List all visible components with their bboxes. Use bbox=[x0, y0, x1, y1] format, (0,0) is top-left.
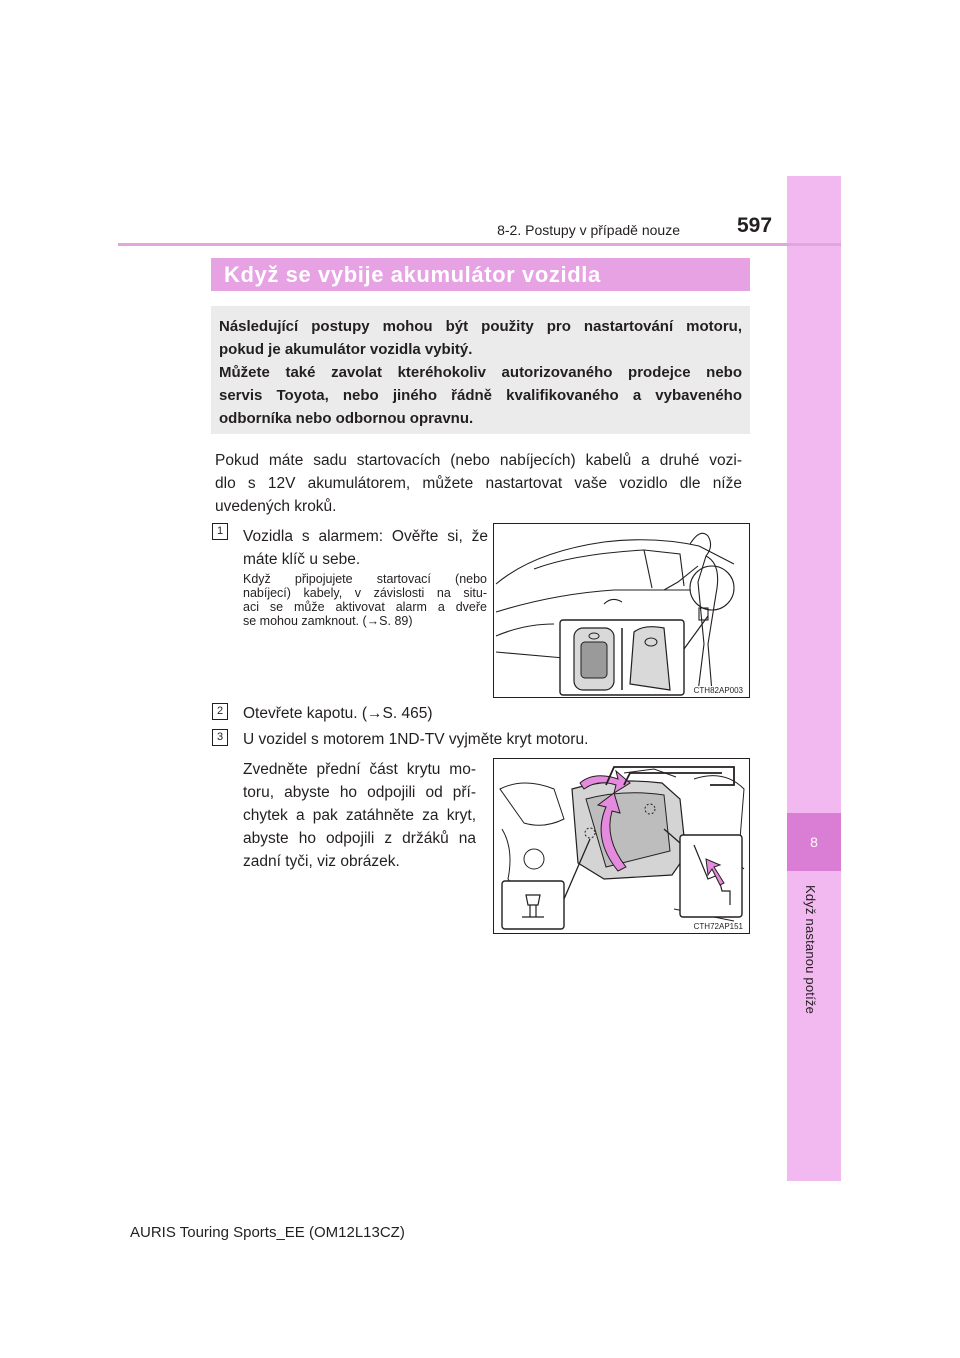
step-1-text: máte klíč u sebe. bbox=[243, 551, 361, 568]
step-3-detail: Zvedněte přední část krytu mo- bbox=[243, 761, 476, 778]
engine-cover-illustration bbox=[493, 758, 750, 934]
section-title: 8-2. Postupy v případě nouze bbox=[497, 222, 680, 238]
figure-code: CTH82AP003 bbox=[693, 686, 743, 695]
figure-code: CTH72AP151 bbox=[693, 922, 743, 931]
section-title-bar bbox=[211, 258, 750, 291]
engine-cover-drawing bbox=[494, 759, 749, 933]
chapter-side-tab bbox=[787, 176, 841, 1181]
intro-line: Následující postupy mohou být použity pro nastartování motoru, bbox=[219, 318, 742, 335]
chapter-number: 8 bbox=[787, 813, 841, 871]
header-rule bbox=[118, 243, 841, 246]
step-2-text: Otevřete kapotu. (→S. 465) bbox=[243, 705, 433, 722]
step-1-note: se mohou zamknout. (→S. 89) bbox=[243, 614, 413, 628]
step-1-text: Vozidla s alarmem: Ověřte si, že bbox=[243, 528, 488, 545]
intro-line: Můžete také zavolat kteréhokoliv autorizovaného prodejce nebo bbox=[219, 364, 742, 381]
chapter-title: Když nastanou potíže bbox=[803, 885, 818, 1015]
step-number-3: 3 bbox=[212, 729, 228, 746]
step-3-detail: abyste ho odpojili z držáků na bbox=[243, 830, 476, 847]
step-1-note: Když připojujete startovací (nebo bbox=[243, 572, 487, 586]
key-illustration bbox=[493, 523, 750, 698]
step-3-detail: chytek a pak zatáhněte za kryt, bbox=[243, 807, 476, 824]
page-title: Když se vybije akumulátor vozidla bbox=[224, 262, 601, 287]
footer-model: AURIS Touring Sports_EE (OM12L13CZ) bbox=[130, 1224, 405, 1241]
step-3-detail: zadní tyči, viz obrázek. bbox=[243, 853, 400, 870]
intro-box bbox=[211, 306, 750, 434]
step-3-detail: toru, abyste ho odpojili od pří- bbox=[243, 784, 476, 801]
step-number-1: 1 bbox=[212, 523, 228, 540]
intro-line: odborníka nebo odbornou opravnu. bbox=[219, 410, 474, 427]
body-line: uvedených kroků. bbox=[215, 498, 337, 515]
intro-line: pokud je akumulátor vozidla vybitý. bbox=[219, 341, 473, 358]
step-3-text: U vozidel s motorem 1ND-TV vyjměte kryt motoru. bbox=[243, 731, 589, 748]
step-number-2: 2 bbox=[212, 703, 228, 720]
page-number: 597 bbox=[737, 214, 773, 237]
body-line: Pokud máte sadu startovacích (nebo nabíjecích) kabelů a druhé vozi- bbox=[215, 452, 742, 469]
intro-line: servis Toyota, nebo jiného řádně kvalifikovaného a vybaveného bbox=[219, 387, 742, 404]
step-1-note: nabíjecí) kabely, v závislosti na situ- bbox=[243, 586, 487, 600]
car-and-keys-drawing bbox=[494, 524, 749, 697]
body-line: dlo s 12V akumulátorem, můžete nastartovat vaše vozidlo dle níže bbox=[215, 475, 742, 492]
step-1-note: aci se může aktivovat alarm a dveře bbox=[243, 600, 487, 614]
